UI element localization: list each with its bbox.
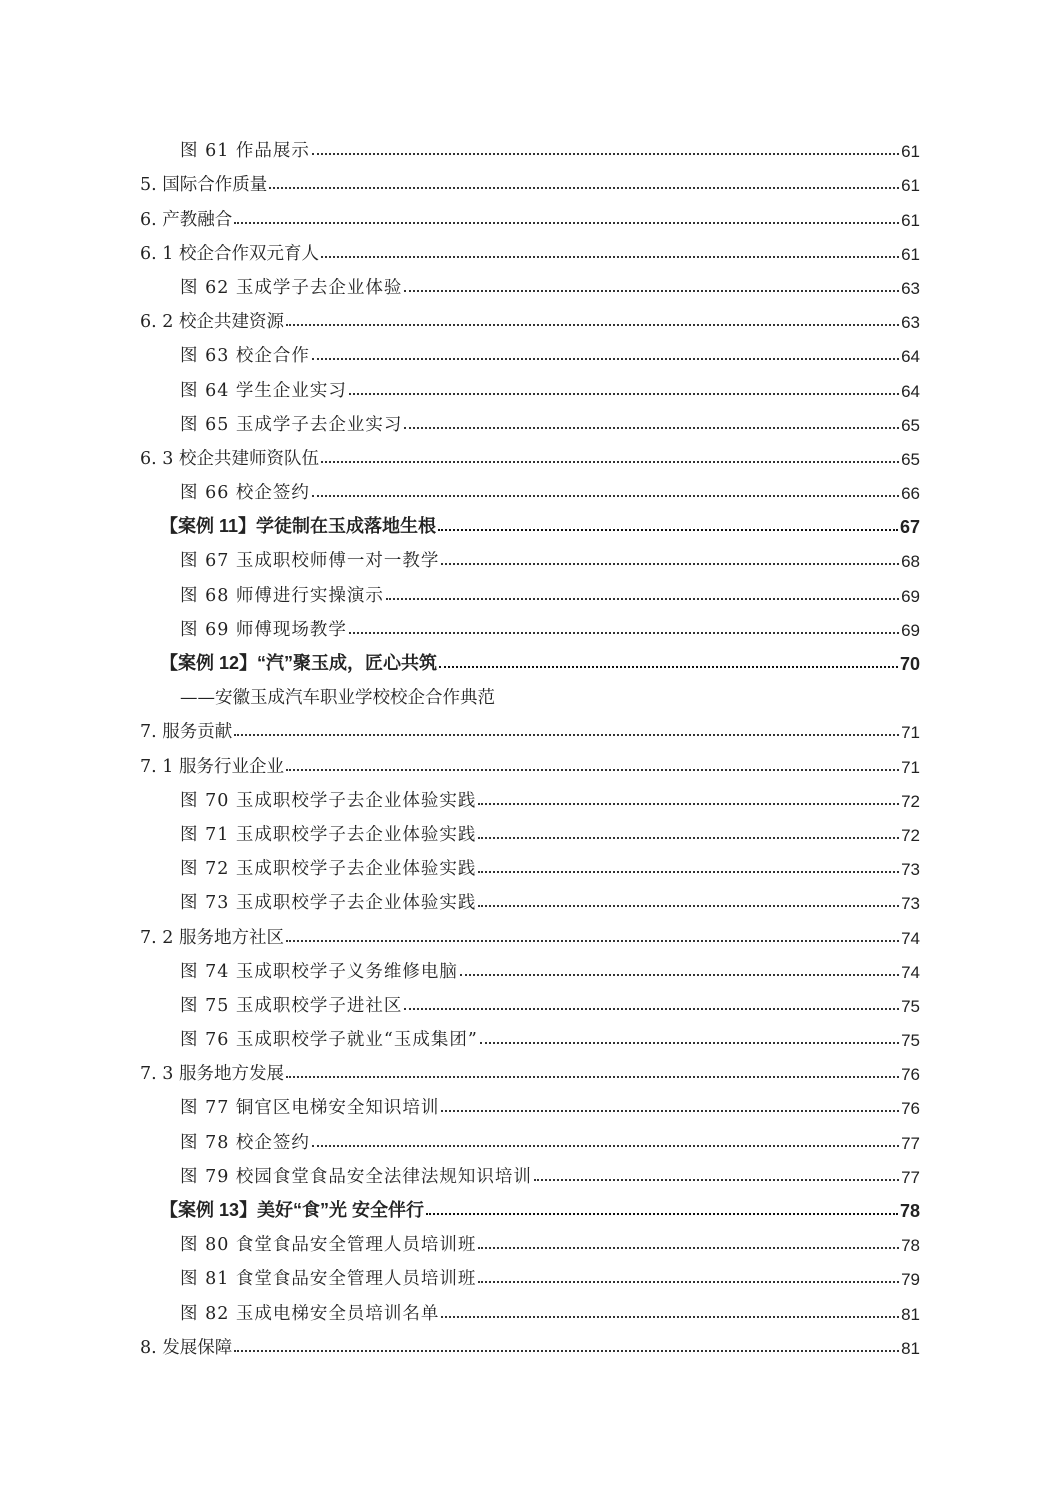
toc-entry[interactable]	[140, 983, 920, 1017]
toc-entry[interactable]	[140, 299, 920, 333]
dot-leader	[460, 974, 899, 976]
toc-entry-title: 图 70 玉成职校学子去企业体验实践	[180, 790, 477, 811]
toc-entry-title: 6. 1 校企合作双元育人	[140, 243, 319, 264]
toc-entry-title: 【案例 11】学徒制在玉成落地生根	[160, 516, 437, 537]
toc-page-number: 68	[901, 552, 920, 572]
dot-leader	[404, 1008, 899, 1010]
dot-leader	[478, 905, 899, 907]
toc-page-number: 61	[901, 142, 920, 162]
toc-entry[interactable]	[140, 1256, 920, 1290]
toc-page-number: 75	[901, 1031, 920, 1051]
toc-entry-title: 图 74 玉成职校学子义务维修电脑	[180, 961, 458, 982]
dot-leader	[349, 632, 899, 634]
toc-page-number: 61	[901, 210, 920, 230]
toc-entry-title: 6. 2 校企共建资源	[140, 312, 284, 333]
dot-leader	[478, 1281, 899, 1283]
dot-leader	[312, 495, 899, 497]
toc-entry[interactable]	[140, 231, 920, 265]
toc-entry[interactable]	[140, 846, 920, 880]
toc-entry-title: 7. 3 服务地方发展	[140, 1064, 284, 1085]
toc-entry-title: 图 65 玉成学子去企业实习	[180, 414, 403, 435]
toc-entry-title: 图 71 玉成职校学子去企业体验实践	[180, 824, 477, 845]
dot-leader	[478, 1247, 899, 1249]
toc-entry[interactable]	[140, 162, 920, 196]
toc-entry-title: 图 75 玉成职校学子进社区	[180, 995, 403, 1016]
toc-entry-title: 图 61 作品展示	[180, 141, 310, 162]
toc-case-entry[interactable]	[140, 504, 920, 538]
toc-page-number: 64	[901, 347, 920, 367]
toc-entry[interactable]	[140, 128, 920, 162]
toc-page-number: 64	[901, 381, 920, 401]
dot-leader	[441, 563, 899, 565]
toc-entry[interactable]	[140, 470, 920, 504]
toc-entry-title: 图 67 玉成职校师傅一对一教学	[180, 551, 440, 572]
toc-page-number: 81	[901, 1304, 920, 1324]
dot-leader	[312, 153, 899, 155]
dot-leader	[441, 1110, 899, 1112]
toc-entry-title: 图 73 玉成职校学子去企业体验实践	[180, 893, 477, 914]
toc-page-number: 71	[901, 723, 920, 743]
toc-page-number: 61	[901, 244, 920, 264]
toc-entry-title: 5. 国际合作质量	[140, 175, 268, 196]
toc-entry-title: 6. 3 校企共建师资队伍	[140, 448, 319, 469]
dot-leader	[234, 1350, 899, 1352]
toc-page-number: 74	[901, 928, 920, 948]
dot-leader	[286, 1076, 899, 1078]
toc-entry-title: 图 64 学生企业实习	[180, 380, 347, 401]
toc-entry[interactable]	[140, 709, 920, 743]
toc-entry[interactable]	[140, 436, 920, 470]
toc-entry[interactable]	[140, 1325, 920, 1359]
toc-page-number: 77	[901, 1167, 920, 1187]
toc-entry-title: 7. 2 服务地方社区	[140, 927, 284, 948]
dot-leader	[234, 222, 899, 224]
toc-entry[interactable]	[140, 812, 920, 846]
toc-page-number: 73	[901, 894, 920, 914]
dot-leader	[386, 598, 899, 600]
toc-entry-title: 图 81 食堂食品安全管理人员培训班	[180, 1269, 477, 1290]
toc-page-number: 69	[901, 620, 920, 640]
toc-entry[interactable]	[140, 949, 920, 983]
toc-subtitle-text: ——安徽玉成汽车职业学校校企合作典范	[180, 688, 495, 709]
toc-page-number: 75	[901, 996, 920, 1016]
toc-page-number: 69	[901, 586, 920, 606]
toc-page-number: 70	[899, 654, 920, 674]
toc-page-number: 79	[901, 1270, 920, 1290]
toc-entry-title: 图 78 校企签约	[180, 1132, 310, 1153]
dot-leader	[312, 358, 899, 360]
toc-page-number: 65	[901, 415, 920, 435]
toc-entry-title: 图 72 玉成职校学子去企业体验实践	[180, 859, 477, 880]
toc-page-number: 81	[901, 1338, 920, 1358]
toc-page-number: 78	[901, 1236, 920, 1256]
toc-page-number: 61	[901, 176, 920, 196]
dot-leader	[438, 529, 898, 531]
dot-leader	[286, 324, 899, 326]
toc-entry-title: 7. 1 服务行业企业	[140, 756, 284, 777]
toc-entry-title: 图 68 师傅进行实操演示	[180, 585, 384, 606]
toc-entry-title: 6. 产教融合	[140, 209, 233, 230]
toc-entry[interactable]	[140, 572, 920, 606]
dot-leader	[404, 427, 899, 429]
toc-entry[interactable]	[140, 914, 920, 948]
toc-entry[interactable]	[140, 1085, 920, 1119]
dot-leader	[321, 256, 899, 258]
dot-leader	[534, 1179, 899, 1181]
toc-entry-title: 图 66 校企签约	[180, 483, 310, 504]
toc-page-number: 67	[899, 517, 920, 538]
toc-entry-title: 图 77 铜官区电梯安全知识培训	[180, 1098, 440, 1119]
toc-entry-title: 7. 服务贡献	[140, 722, 233, 743]
table-of-contents	[140, 128, 920, 1359]
dot-leader	[286, 769, 899, 771]
toc-page-number: 77	[901, 1133, 920, 1153]
toc-entry[interactable]	[140, 1222, 920, 1256]
toc-page-number: 63	[901, 313, 920, 333]
toc-entry[interactable]	[140, 880, 920, 914]
dot-leader	[478, 803, 899, 805]
toc-entry-title: 图 80 食堂食品安全管理人员培训班	[180, 1235, 477, 1256]
toc-entry-title: 图 63 校企合作	[180, 346, 310, 367]
toc-entry-title: 图 82 玉成电梯安全员培训名单	[180, 1303, 440, 1324]
toc-entry[interactable]	[140, 1119, 920, 1153]
toc-entry[interactable]	[140, 743, 920, 777]
toc-entry[interactable]	[140, 367, 920, 401]
toc-entry[interactable]	[140, 1017, 920, 1051]
dot-leader	[349, 393, 899, 395]
toc-entry[interactable]	[140, 402, 920, 436]
toc-entry[interactable]	[140, 333, 920, 367]
dot-leader	[478, 871, 899, 873]
toc-entry[interactable]	[140, 607, 920, 641]
toc-entry-title: 图 69 师傅现场教学	[180, 619, 347, 640]
toc-page-number: 76	[901, 1065, 920, 1085]
toc-page-number: 63	[901, 278, 920, 298]
dot-leader	[478, 837, 899, 839]
toc-page-number: 65	[901, 449, 920, 469]
toc-subtitle	[140, 675, 920, 709]
toc-page-number: 72	[901, 791, 920, 811]
dot-leader	[286, 940, 899, 942]
toc-entry-title: 图 79 校园食堂食品安全法律法规知识培训	[180, 1166, 532, 1187]
toc-page-number: 76	[901, 1099, 920, 1119]
toc-entry[interactable]	[140, 265, 920, 299]
dot-leader	[234, 734, 899, 736]
toc-entry[interactable]	[140, 1051, 920, 1085]
toc-page-number: 74	[901, 962, 920, 982]
dot-leader	[321, 461, 899, 463]
toc-page-number: 71	[901, 757, 920, 777]
dot-leader	[269, 187, 899, 189]
dot-leader	[312, 1145, 899, 1147]
toc-entry[interactable]	[140, 538, 920, 572]
toc-page-number: 66	[901, 484, 920, 504]
dot-leader	[441, 1316, 899, 1318]
dot-leader	[480, 1042, 899, 1044]
dot-leader	[439, 666, 898, 668]
toc-page-number: 73	[901, 860, 920, 880]
toc-entry-title: 8. 发展保障	[140, 1337, 233, 1358]
toc-entry[interactable]	[140, 778, 920, 812]
toc-case-entry[interactable]	[140, 1188, 920, 1222]
toc-entry[interactable]	[140, 196, 920, 230]
toc-entry-title: 【案例 13】美好“食”光 安全伴行	[160, 1200, 425, 1220]
toc-entry[interactable]	[140, 1154, 920, 1188]
dot-leader	[426, 1213, 898, 1215]
toc-entry[interactable]	[140, 1290, 920, 1324]
toc-entry-title: 图 76 玉成职校学子就业“玉成集团”	[180, 1030, 478, 1051]
toc-page-number: 72	[901, 825, 920, 845]
toc-entry-title: 【案例 12】“汽”聚玉成，匠心共筑	[160, 653, 438, 673]
toc-page-number: 78	[899, 1201, 920, 1221]
toc-entry-title: 图 62 玉成学子去企业体验	[180, 277, 403, 298]
dot-leader	[404, 290, 899, 292]
toc-case-entry[interactable]	[140, 641, 920, 675]
